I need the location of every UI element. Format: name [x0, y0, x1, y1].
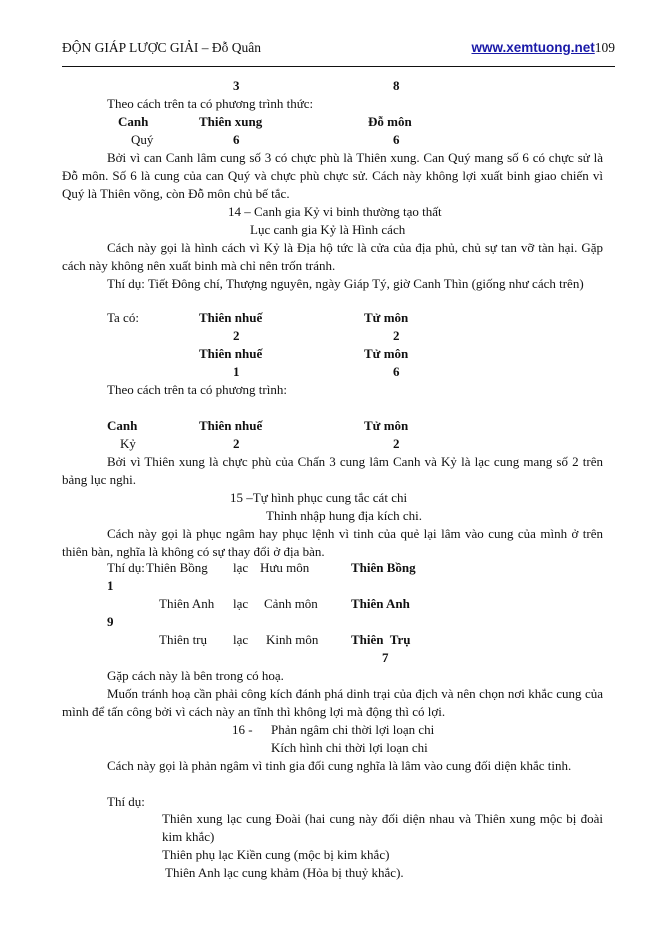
section16-example-label: Thí dụ:	[107, 794, 145, 809]
section15-para1: Cách này gọi là phục ngâm hay phục lệnh vì tinh của quẻ lại lâm vào cung của mình ở trên thiên bàn, nghĩa là không có sự thay đổi ở địa bàn.	[62, 526, 603, 559]
section14-para1: Cách này gọi là hình cách vì Kỷ là Địa hộ tức là cửa của địa phủ, chủ sự tan vỡ tàn hại. Gặp cách này không nên xuất binh mà chỉ nên trốn tránh.	[62, 240, 603, 273]
eq-header-canh: Canh	[118, 114, 149, 129]
section14-para2: Thí dụ: Tiết Đông chí, Thượng nguyên, ngày Giáp Tý, giờ Canh Thìn (giống như cách trên)	[107, 276, 584, 291]
section15-para2: Gặp cách này là bên trong có hoạ.	[107, 668, 284, 683]
section16-heading-number: 16 -	[232, 722, 253, 737]
eq2-header-canh: Canh	[107, 418, 138, 433]
eq-value-star: 6	[233, 132, 240, 147]
example3-num: 7	[382, 650, 389, 665]
section16-example-3: Thiên Anh lạc cung khảm (Hỏa bị thuỷ khắc).	[162, 865, 404, 880]
taco-star-2: Thiên nhuế	[199, 346, 263, 361]
example1-lac: lạc	[233, 560, 249, 575]
example1-door: Hưu môn	[260, 560, 310, 575]
section16-example-1: Thiên xung lạc cung Đoài (hai cung này đối diện nhau và Thiên xung mộc bị đoài kim khắc)	[162, 811, 603, 844]
taco-star-1: Thiên nhuế	[199, 310, 263, 325]
eq2-value-door: 2	[393, 436, 400, 451]
eq2-value-star: 2	[233, 436, 240, 451]
site-link[interactable]: www.xemtuong.net	[471, 40, 595, 55]
eq2-header-door: Tử môn	[364, 418, 409, 433]
example3-bold: Thiên Trụ	[351, 632, 411, 647]
example3-star: Thiên trụ	[159, 632, 208, 647]
section16-heading-2: Kích hình chi thời lợi loạn chi	[271, 740, 428, 755]
example2-door: Cảnh môn	[264, 596, 318, 611]
section15-para3: Muốn tránh hoạ cần phải công kích đánh phá dinh trại của địch và nên chọn nơi khắc cung của mình để tấn công bởi vì cách này an tĩnh thì không lợi mà động thì có lợi.	[62, 686, 603, 719]
block1-explanation: Bởi vì can Canh lâm cung số 3 có chực phù là Thiên xung. Can Quý mang số 6 có chực sử là Đỗ môn. Số 6 là cung của can Quý và chực phù chực sử. Cách này không lợi xuất binh giao chiến vì Quý là Thiên võng, còn Đỗ môn chủ bế tắc.	[62, 150, 603, 201]
eq-value-can: Quý	[131, 132, 154, 147]
eq-value-door: 6	[393, 132, 400, 147]
running-header-title: ĐỘN GIÁP LƯỢC GIẢI – Đỗ Quân	[62, 40, 261, 55]
section15-heading-2: Thỉnh nhập hung địa kích chi.	[266, 508, 422, 523]
section15-example-label: Thí dụ:	[107, 560, 145, 575]
example2-star: Thiên Anh	[159, 596, 215, 611]
top-number-right: 8	[393, 78, 400, 93]
section15-heading-1: 15 –Tự hình phục cung tắc cát chi	[230, 490, 408, 505]
section16-para1: Cách này gọi là phản ngâm vì tinh gia đối cung nghĩa là lâm vào cung đối diện khắc tinh.	[107, 758, 572, 773]
taco-num-1b: 2	[393, 328, 400, 343]
section14-explanation: Bởi vì Thiên xung là chực phù của Chấn 3 cung lâm Canh và Kỷ là lạc cung mang số 2 trên bảng lục nghi.	[62, 454, 603, 487]
eq2-header-star: Thiên nhuế	[199, 418, 263, 433]
example1-bold: Thiên Bồng	[351, 560, 416, 575]
header-rule	[62, 66, 615, 67]
section14-heading-1: 14 – Canh gia Kỷ vi binh thường tạo thất	[228, 204, 442, 219]
top-number-left: 3	[233, 78, 240, 93]
taco-label: Ta có:	[107, 310, 139, 325]
running-header-right	[471, 39, 615, 57]
example2-bold: Thiên Anh	[351, 596, 410, 611]
eq-header-star: Thiên xung	[199, 114, 263, 129]
example1-num: 1	[107, 578, 114, 593]
example2-num: 9	[107, 614, 114, 629]
section14-intro: Theo cách trên ta có phương trình:	[107, 382, 287, 397]
eq2-value-can: Kỷ	[120, 436, 136, 451]
section16-example-2: Thiên phụ lạc Kiền cung (mộc bị kim khắc)	[162, 847, 390, 862]
page-number: 109	[594, 40, 615, 55]
example1-star: Thiên Bồng	[146, 560, 208, 575]
taco-num-2a: 1	[233, 364, 240, 379]
example2-lac: lạc	[233, 596, 249, 611]
example3-lac: lạc	[233, 632, 249, 647]
taco-num-1a: 2	[233, 328, 240, 343]
block1-intro: Theo cách trên ta có phương trình thức:	[107, 96, 314, 111]
taco-num-2b: 6	[393, 364, 400, 379]
section14-heading-2: Lục canh gia Kỷ là Hình cách	[250, 222, 406, 237]
taco-door-1: Tử môn	[364, 310, 409, 325]
taco-door-2: Tử môn	[364, 346, 409, 361]
eq-header-door: Đỗ môn	[368, 114, 412, 129]
section16-heading-1: Phản ngâm chi thời lợi loạn chi	[271, 722, 435, 737]
example3-door: Kinh môn	[266, 632, 319, 647]
